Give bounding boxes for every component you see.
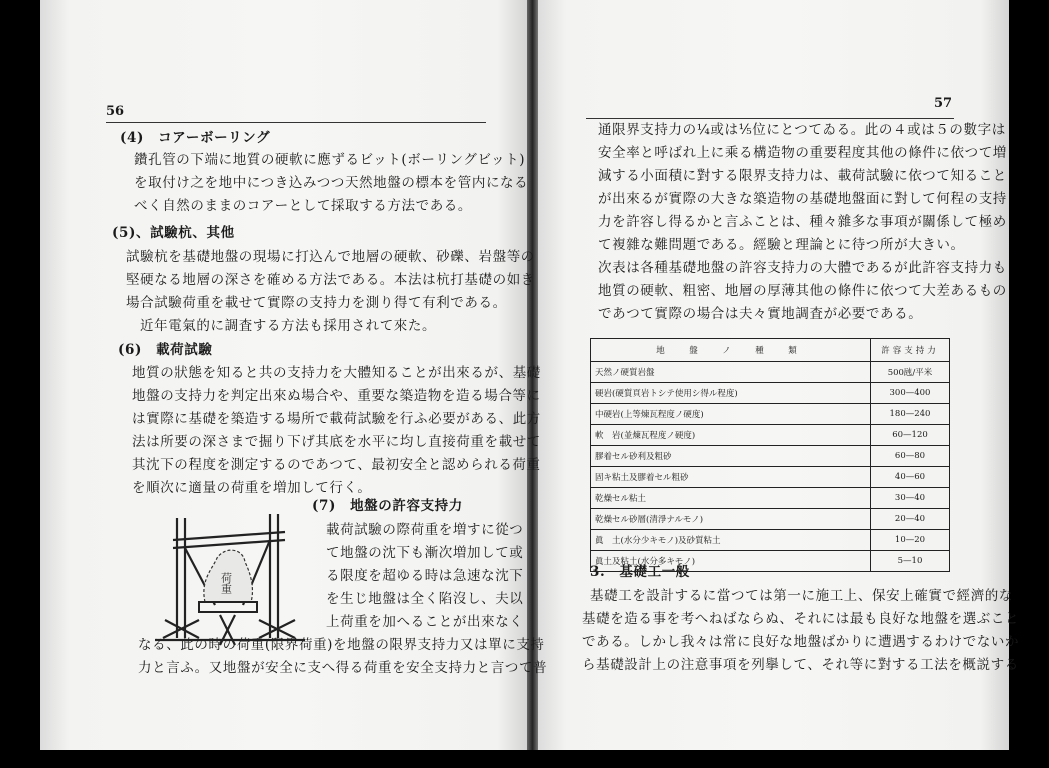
right-header-rule [586,118,954,119]
right-page-text-line: であつて實際の場合は夫々實地調査が必要である。 [598,306,923,322]
table-row [591,404,950,425]
right-page-number: 57 [934,96,953,111]
capacity-cell: 10—20 [871,530,950,551]
right-page-text-line: 力を許容し得るかと言ふことは、種々雜多な事項が關係して極め [598,214,1007,230]
figure-label: 荷重 [219,572,233,594]
capacity-cell: 20—40 [871,509,950,530]
table-row [591,530,950,551]
left-page-text-line: 鑽孔管の下端に地質の硬軟に應ずるビット(ボーリングビット) [134,152,526,168]
soil-type-cell: 固キ粘土及膠着セル粗砂 [591,467,871,488]
left-page-text-line: 堅硬なる地層の深さを確める方法である。本法は杭打基礎の如き [126,272,535,288]
left-page-text-line: を取付け之を地中につき込みつつ天然地盤の標本を管内になる [134,175,529,191]
table-row [591,488,950,509]
table-row [591,446,950,467]
left-page-text-line: は實際に基礎を築造する場所で載荷試驗を行ふ必要がある、此方 [132,411,541,427]
table-row [591,509,950,530]
left-page-text-line: 載荷試驗の際荷重を増すに從つ [326,522,524,538]
table-row [591,467,950,488]
left-page-text-line: 地質の狀態を知ると共の支持力を大體知ることが出來るが、基礎 [132,365,541,381]
capacity-cell: 300—400 [871,383,950,404]
right-page-text-line: 減する小面積に對する限界支持力は、載荷試驗に依つて知ること [598,168,1007,184]
table-row [591,362,950,383]
capacity-cell: 500瓲/平米 [871,362,950,383]
left-page-heading: (6) 載荷試驗 [118,342,213,358]
left-page-text-line: を順次に適量の荷重を増加して行く。 [132,480,372,496]
right-page-text-line: である。しかし我々は常に良好な地盤ばかりに遭遇するわけでないか [582,634,1020,650]
left-page-text-line: 力と言ふ。又地盤が安全に支へ得る荷重を安全支持力と言つて普 [138,660,548,676]
left-page-text-line: 場合試驗荷重を載せて實際の支持力を測り得て有利である。 [126,295,507,311]
table-header-row [591,339,950,362]
right-page-text-line: 通限界支持力の¼或は⅕位にとつてゐる。此の４或は５の數字は [598,122,1006,138]
capacity-cell: 60—80 [871,446,950,467]
load-test-figure [155,510,305,652]
capacity-cell: 5—10 [871,551,950,572]
right-page-text-line: て複雜な難問題である。經驗と理論とに待つ所が大きい。 [598,237,965,253]
capacity-cell: 40—60 [871,467,950,488]
left-page-heading: (5)、試驗杭、其他 [112,225,235,241]
soil-type-cell: 天然ノ硬質岩盤 [591,362,871,383]
right-page-text-line: 安全率と呼ばれ上に乘る構造物の重要程度其他の條件に依つて増 [598,145,1007,161]
left-page-text-line: て地盤の沈下も漸次増加して或 [326,545,524,561]
capacity-cell: 60—120 [871,425,950,446]
right-page-text-line: ら基礎設計上の注意事項を列擧して、それ等に對する工法を概説する [582,657,1019,673]
right-page-text-line: 基礎工を設計するに當つては第一に施工上、保安上確實で經濟的な [590,588,1013,604]
left-page-text-line: る限度を超ゆる時は急速な沈下 [326,568,524,584]
table-row [591,425,950,446]
soil-type-cell: 膠着セル砂利及粗砂 [591,446,871,467]
left-page-heading: (4) コアーボーリング [120,130,271,146]
left-page-number: 56 [106,104,125,119]
capacity-cell: 180—240 [871,404,950,425]
right-page-text-line: 基礎を造る事を考へねばならぬ、それには最も良好な地盤を選ぶこと [582,611,1020,627]
soil-type-cell: 乾燥セル粘土 [591,488,871,509]
left-page-heading: (7) 地盤の許容支持力 [312,498,463,514]
right-page-heading: 3. 基礎工一般 [590,564,690,580]
bearing-capacity-table [590,338,950,572]
right-page-text-line: 次表は各種基礎地盤の許容支持力の大體であるが此許容支持力も [598,260,1007,276]
soil-type-cell: 眞 土(水分少キモノ)及砂質粘土 [591,530,871,551]
right-page-text-line: が出來るが實際の大きな築造物の基礎地盤面に對して何程の支持 [598,191,1007,207]
left-page-text-line: 上荷重を加へることが出來なく [326,614,524,630]
table-row [591,551,950,572]
left-header-rule [106,122,486,123]
soil-type-cell: 乾燥セル砂層(清淨ナルモノ) [591,509,871,530]
left-page-text-line: を生じ地盤は全く陷沒し、夫以 [326,591,524,607]
soil-type-cell: 硬岩(硬質頁岩トシテ使用シ得ル程度) [591,383,871,404]
right-page-text-line: 地質の硬軟、粗密、地層の厚薄其他の條件に依つて大差あるもの [598,283,1007,299]
left-page-text-line: 地盤の支持力を判定出來ぬ場合や、重要な築造物を造る場合等に [132,388,541,404]
table-header-capacity: 許容支持力 [871,339,950,362]
left-page-text-line: 其沈下の程度を測定するのであつて、最初安全と認められる荷重 [132,457,541,473]
left-page-text-line: べく自然のままのコアーとして採取する方法である。 [134,198,472,214]
left-page-text-line: 近年電氣的に調査する方法も採用されて來た。 [140,318,437,334]
soil-type-cell: 中硬岩(上等煉瓦程度ノ硬度) [591,404,871,425]
capacity-cell: 30—40 [871,488,950,509]
table-header-soil-type: 地 盤 ノ 種 類 [591,339,871,362]
left-page-text-line: 試驗杭を基礎地盤の現場に打込んで地層の硬軟、砂礫、岩盤等の [126,249,535,265]
soil-type-cell: 眞土及粘土(水分多キモノ) [591,551,871,572]
left-page-text-line: なる、此の時の荷重(限界荷重)を地盤の限界支持力又は單に支持 [138,637,545,653]
soil-type-cell: 軟 岩(並煉瓦程度ノ硬度) [591,425,871,446]
table-row [591,383,950,404]
left-page-text-line: 法は所要の深さまで掘り下げ其底を水平に均し直接荷重を載せて [132,434,541,450]
